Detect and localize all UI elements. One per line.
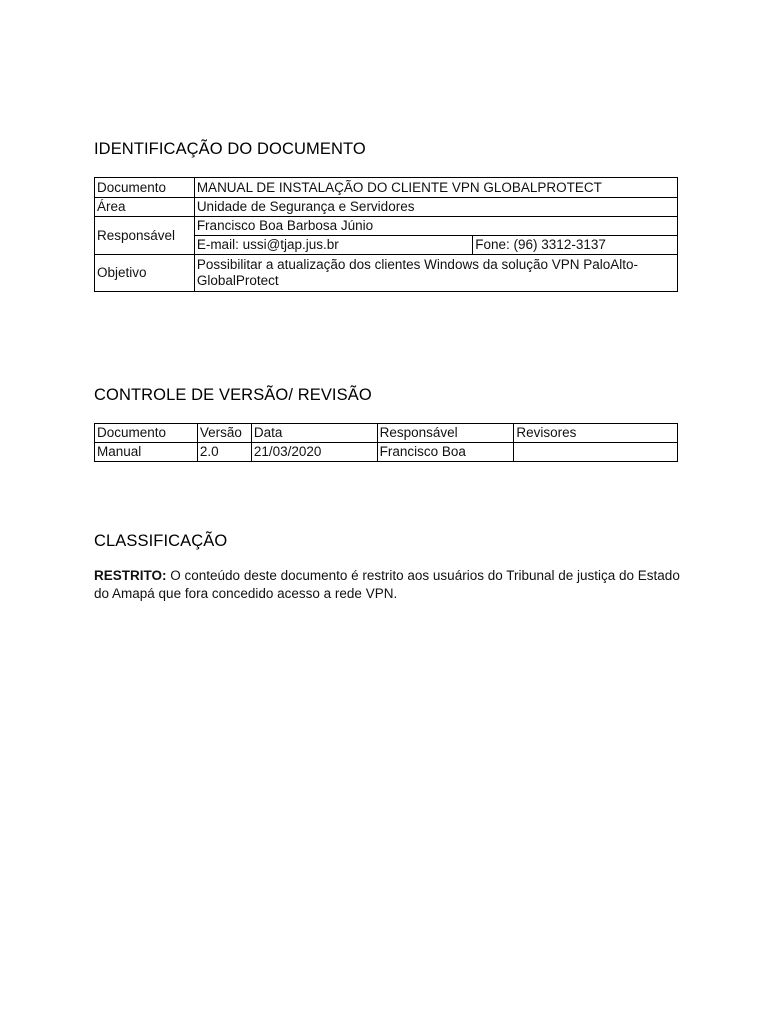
table-row	[95, 255, 678, 292]
identificacao-table	[94, 177, 678, 292]
responsavel-label: Responsável	[95, 217, 195, 255]
cell-versao: 2.0	[197, 443, 251, 462]
cell-responsavel: Francisco Boa	[377, 443, 514, 462]
table-row	[95, 443, 678, 462]
responsavel-fone: Fone: (96) 3312-3137	[473, 236, 678, 255]
area-value: Unidade de Segurança e Servidores	[194, 198, 677, 217]
classificacao-heading: CLASSIFICAÇÃO	[94, 532, 228, 550]
col-header-data: Data	[251, 424, 377, 443]
controle-table	[94, 423, 678, 462]
area-label: Área	[95, 198, 195, 217]
cell-documento: Manual	[95, 443, 198, 462]
responsavel-email: E-mail: ussi@tjap.jus.br	[194, 236, 472, 255]
restrito-label: RESTRITO:	[94, 568, 167, 583]
documento-value: MANUAL DE INSTALAÇÃO DO CLIENTE VPN GLOBALPROTECT	[194, 178, 677, 198]
table-row	[95, 198, 678, 217]
controle-heading: CONTROLE DE VERSÃO/ REVISÃO	[94, 386, 372, 404]
identificacao-heading: IDENTIFICAÇÃO DO DOCUMENTO	[94, 140, 366, 158]
table-row	[95, 178, 678, 198]
col-header-revisores: Revisores	[514, 424, 678, 443]
col-header-versao: Versão	[197, 424, 251, 443]
classificacao-text: O conteúdo deste documento é restrito aos usuários do Tribunal de justiça do Estado do Amapá que fora concedido acesso a rede VPN.	[94, 568, 680, 601]
table-header-row	[95, 424, 678, 443]
cell-data: 21/03/2020	[251, 443, 377, 462]
classificacao-paragraph	[94, 567, 684, 603]
responsavel-name: Francisco Boa Barbosa Júnio	[194, 217, 677, 236]
table-row	[95, 217, 678, 236]
objetivo-value: Possibilitar a atualização dos clientes Windows da solução VPN PaloAlto-GlobalProtect	[194, 255, 677, 292]
documento-label: Documento	[95, 178, 195, 198]
col-header-documento: Documento	[95, 424, 198, 443]
col-header-responsavel: Responsável	[377, 424, 514, 443]
cell-revisores	[514, 443, 678, 462]
objetivo-label: Objetivo	[95, 255, 195, 292]
